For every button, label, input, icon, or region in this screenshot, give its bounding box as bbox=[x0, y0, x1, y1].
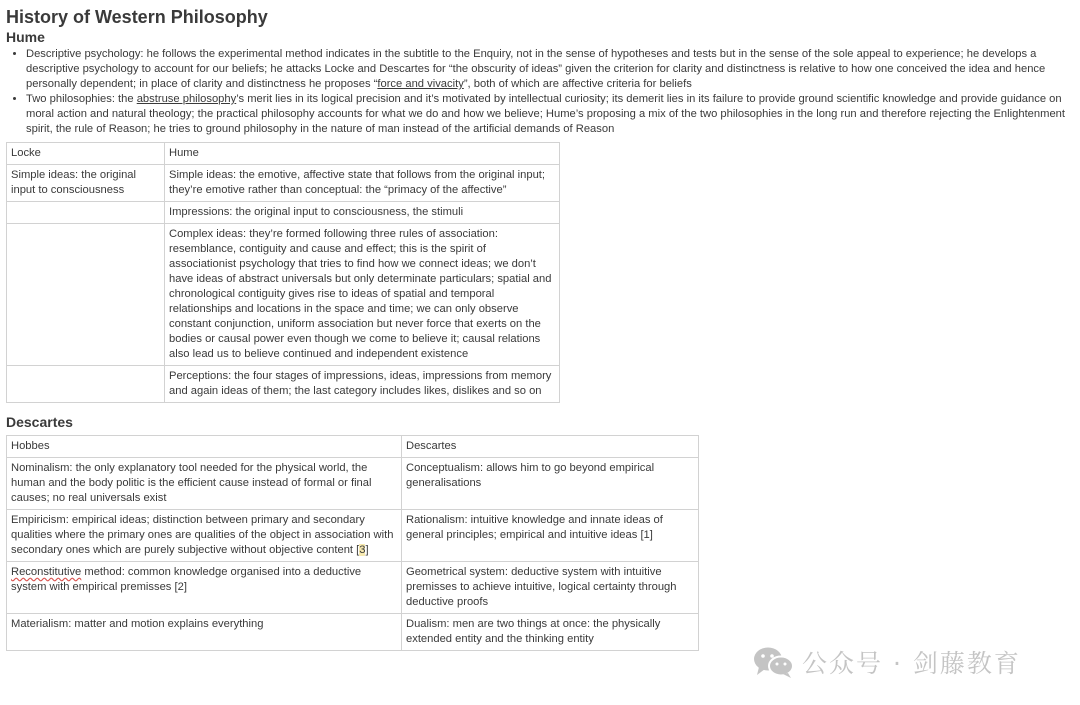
table-cell[interactable]: Dualism: men are two things at once: the physically extended entity and the thinking entity bbox=[402, 614, 699, 651]
table-cell[interactable]: Complex ideas: they’re formed following three rules of association: resemblance, contiguity and cause and effect; this is the spirit of associationist psychology that tries to find how we connect ideas; we don’t have ideas of abstract universals but only determinate particulars; spatial and chronological contiguity gives rise to ideas of spatial and temporal relationships and locations in the space and time; we can only observe constant conjunction, uniform association but never force that exerts on the bodies or causal power even though we come to believe it; causal relations also lead us to believe continued and independent existence bbox=[165, 224, 560, 366]
table-cell[interactable] bbox=[7, 202, 165, 224]
bullet-text: ’s merit lies in its logical precision and it’s motivated by intellectual curiosity; its demerit lies in its failure to provide ground scientific knowledge and provide guidance on moral action and natural theology; the practical philosophy accounts for what we do and how we believe; Hume’s proposing a mix of the two philosophies in the long run and therefore rejecting the Enlightenment spirit, the rule of Reason; he tries to ground philosophy in the nature of man instead of the artificial demands of Reason bbox=[26, 93, 1065, 135]
table-row bbox=[7, 165, 560, 202]
table-cell[interactable]: Perceptions: the four stages of impressions, ideas, impressions from memory and again ideas of them; the last category includes likes, dislikes and so on bbox=[165, 366, 560, 403]
table-row bbox=[7, 366, 560, 403]
table-cell[interactable]: Conceptualism: allows him to go beyond empirical generalisations bbox=[402, 458, 699, 510]
wechat-icon bbox=[752, 645, 796, 679]
document-page bbox=[6, 6, 1072, 651]
list-item bbox=[26, 92, 1072, 137]
table-row bbox=[7, 510, 699, 562]
table-row bbox=[7, 202, 560, 224]
bullet-text: Descriptive psychology: he follows the experimental method indicates in the subtitle to the Enquiry, not in the sense of hypotheses and tests but in the sense of the sole appeal to experience; he develops a descriptive psychology to account for our beliefs; he attacks Locke and Descartes for “the obscurity of ideas” given the criterion for clarity and distinctness is relative to how one conceived the idea and hence personally dependent; in place of clarity and distinctness he proposes “ bbox=[26, 48, 1046, 90]
table-row bbox=[7, 614, 699, 651]
cell-text: ] bbox=[365, 544, 369, 556]
misspelled-word[interactable]: Reconstitutive bbox=[11, 566, 82, 578]
table-cell[interactable]: Impressions: the original input to consciousness, the stimuli bbox=[165, 202, 560, 224]
watermark bbox=[752, 645, 1021, 679]
table-cell[interactable] bbox=[7, 224, 165, 366]
section-heading-hume: Hume bbox=[6, 29, 45, 45]
table-cell[interactable] bbox=[7, 562, 402, 614]
table-cell[interactable] bbox=[7, 366, 165, 403]
hobbes-descartes-table bbox=[6, 435, 699, 651]
cell-text: Empiricism: empirical ideas; distinction between primary and secondary qualities where the primary ones are qualities of the object in association with secondary ones which are purely subjective without objective content [ bbox=[11, 514, 394, 556]
table-cell[interactable]: Rationalism: intuitive knowledge and innate ideas of general principles; empirical and intuitive ideas [1] bbox=[402, 510, 699, 562]
table-row bbox=[7, 562, 699, 614]
locke-hume-table bbox=[6, 142, 560, 403]
table-header-cell[interactable]: Hobbes bbox=[7, 436, 402, 458]
bullet-text: Two philosophies: the bbox=[26, 93, 137, 105]
table-row bbox=[7, 458, 699, 510]
table-cell[interactable]: Nominalism: the only explanatory tool needed for the physical world, the human and the body politic is the efficient cause instead of formal or final causes; no real universals exist bbox=[7, 458, 402, 510]
section-heading-descartes: Descartes bbox=[6, 414, 73, 430]
watermark-text: 公众号 · 剑藤教育 bbox=[802, 649, 1021, 678]
abstruse-philosophy-link[interactable]: abstruse philosophy bbox=[136, 93, 237, 105]
table-cell[interactable] bbox=[7, 510, 402, 562]
table-header-row bbox=[7, 436, 699, 458]
list-item bbox=[26, 47, 1072, 92]
table-header-row bbox=[7, 143, 560, 165]
table-header-cell[interactable]: Locke bbox=[7, 143, 165, 165]
table-cell[interactable]: Simple ideas: the emotive, affective state that follows from the original input; they’re emotive rather than conceptual: the “primacy of the affective” bbox=[165, 165, 560, 202]
highlighted-reference: 3 bbox=[359, 544, 366, 556]
page-title: History of Western Philosophy bbox=[6, 7, 268, 27]
force-and-vivacity-link[interactable]: force and vivacity bbox=[377, 78, 464, 90]
cell-text: method: common knowledge organised into a deductive system with empirical premisses [2] bbox=[11, 566, 362, 593]
hume-bullet-list bbox=[6, 47, 1072, 137]
table-row bbox=[7, 224, 560, 366]
table-header-cell[interactable]: Hume bbox=[165, 143, 560, 165]
table-header-cell[interactable]: Descartes bbox=[402, 436, 699, 458]
bullet-text: ”, both of which are affective criteria for beliefs bbox=[463, 78, 692, 90]
table-cell[interactable]: Geometrical system: deductive system with intuitive premisses to achieve intuitive, logical certainty through deductive proofs bbox=[402, 562, 699, 614]
table-cell[interactable]: Simple ideas: the original input to consciousness bbox=[7, 165, 165, 202]
table-cell[interactable]: Materialism: matter and motion explains everything bbox=[7, 614, 402, 651]
